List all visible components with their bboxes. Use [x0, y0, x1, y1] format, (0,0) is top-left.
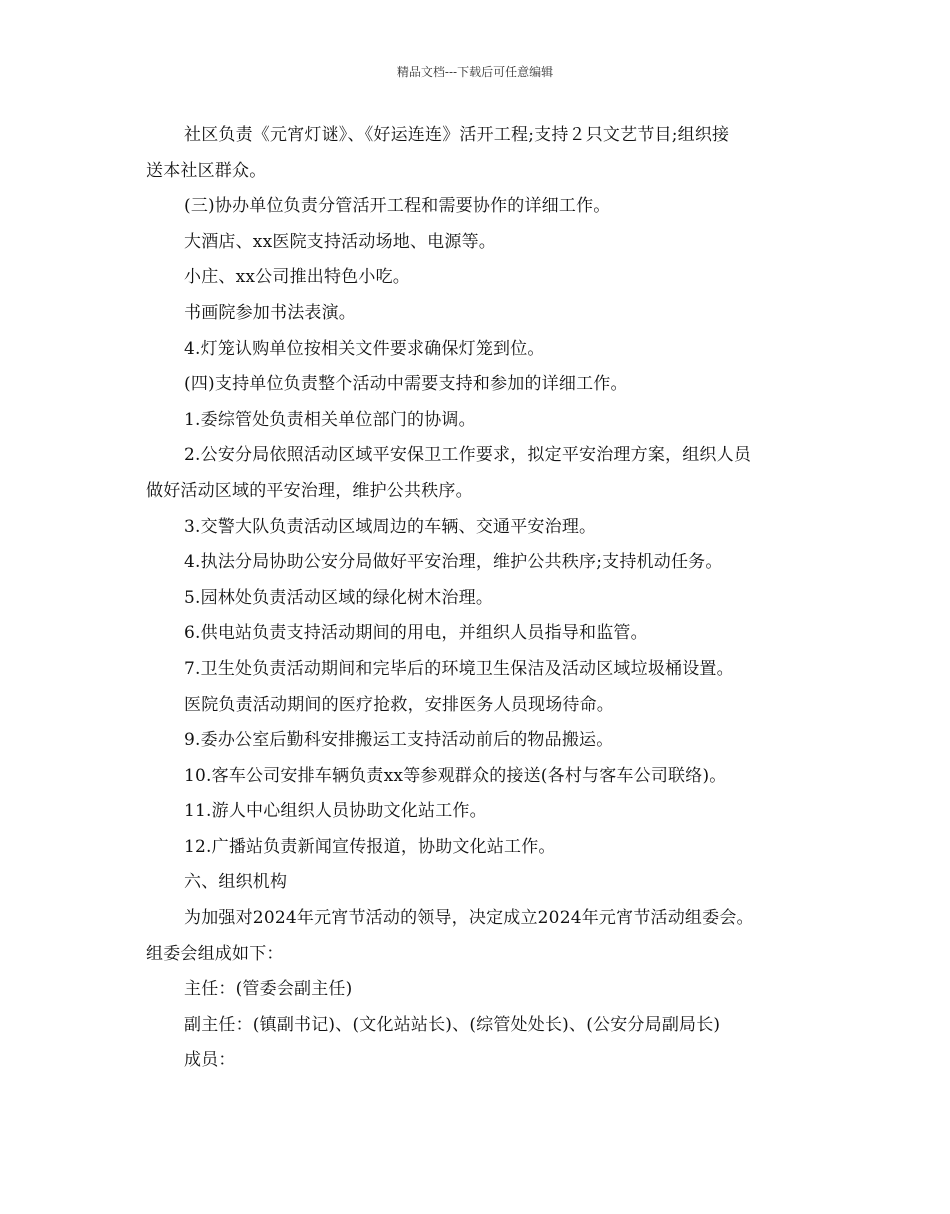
page-header: 精品文档---下载后可任意编辑 [396, 65, 554, 79]
paragraph-line: (三)协办单位负责分管活开工程和需要协作的详细工作。 [184, 196, 611, 217]
paragraph-line: 社区负责《元宵灯谜》、《好运连连》活开工程;支持２只文艺节目;组织接 [184, 125, 730, 145]
paragraph-line: 2.公安分局依照活动区域平安保卫工作要求，拟定平安治理方案，组织人员 [184, 445, 752, 466]
paragraph-line: 7.卫生处负责活动期间和完毕后的环境卫生保洁及活动区域垃圾桶设置。 [184, 658, 734, 679]
paragraph-line: 6.供电站负责支持活动期间的用电，并组织人员指导和监管。 [184, 623, 648, 644]
paragraph-line: 书画院参加书法表演。 [184, 302, 356, 323]
paragraph-line: 9.委办公室后勤科安排搬运工支持活动前后的物品搬运。 [184, 730, 614, 751]
paragraph-line: 11.游人中心组织人员协助文化站工作。 [184, 801, 487, 822]
paragraph-line: (四)支持单位负责整个活动中需要支持和参加的详细工作。 [184, 374, 628, 395]
document-body [146, 118, 810, 1079]
paragraph-line: 12.广播站负责新闻宣传报道，协助文化站工作。 [184, 836, 556, 857]
section-heading: 六、组织机构 [184, 872, 288, 893]
paragraph-line: 10.客车公司安排车辆负责xx等参观群众的接送(各村与客车公司联络)。 [184, 765, 727, 786]
paragraph-line: 1.委综管处负责相关单位部门的协调。 [184, 409, 476, 430]
paragraph-line: 做好活动区域的平安治理，维护公共秩序。 [146, 480, 473, 501]
paragraph-line: 小庄、xx公司推出特色小吃。 [184, 267, 410, 288]
paragraph-line: 送本社区群众。 [146, 160, 267, 181]
paragraph-line: 大酒店、xx医院支持活动场地、电源等。 [184, 231, 496, 252]
paragraph-line: 组委会组成如下： [146, 943, 284, 964]
paragraph-line: 医院负责活动期间的医疗抢救，安排医务人员现场待命。 [184, 694, 614, 715]
paragraph-line: 主任：(管委会副主任) [184, 979, 353, 1000]
paragraph-line: 副主任：(镇副书记)、(文化站站长)、(综管处处长)、(公安分局副局长) [184, 1014, 721, 1035]
paragraph-line: 成员： [184, 1050, 236, 1071]
paragraph-line: 3.交警大队负责活动区域周边的车辆、交通平安治理。 [184, 516, 597, 537]
paragraph-line: 5.园林处负责活动区域的绿化树木治理。 [184, 587, 494, 608]
paragraph-line: 为加强对2024年元宵节活动的领导，决定成立2024年元宵节活动组委会。 [184, 908, 754, 929]
paragraph-line: 4.灯笼认购单位按相关文件要求确保灯笼到位。 [184, 338, 545, 359]
paragraph-line: 4.执法分局协助公安分局做好平安治理，维护公共秩序;支持机动任务。 [184, 552, 723, 573]
